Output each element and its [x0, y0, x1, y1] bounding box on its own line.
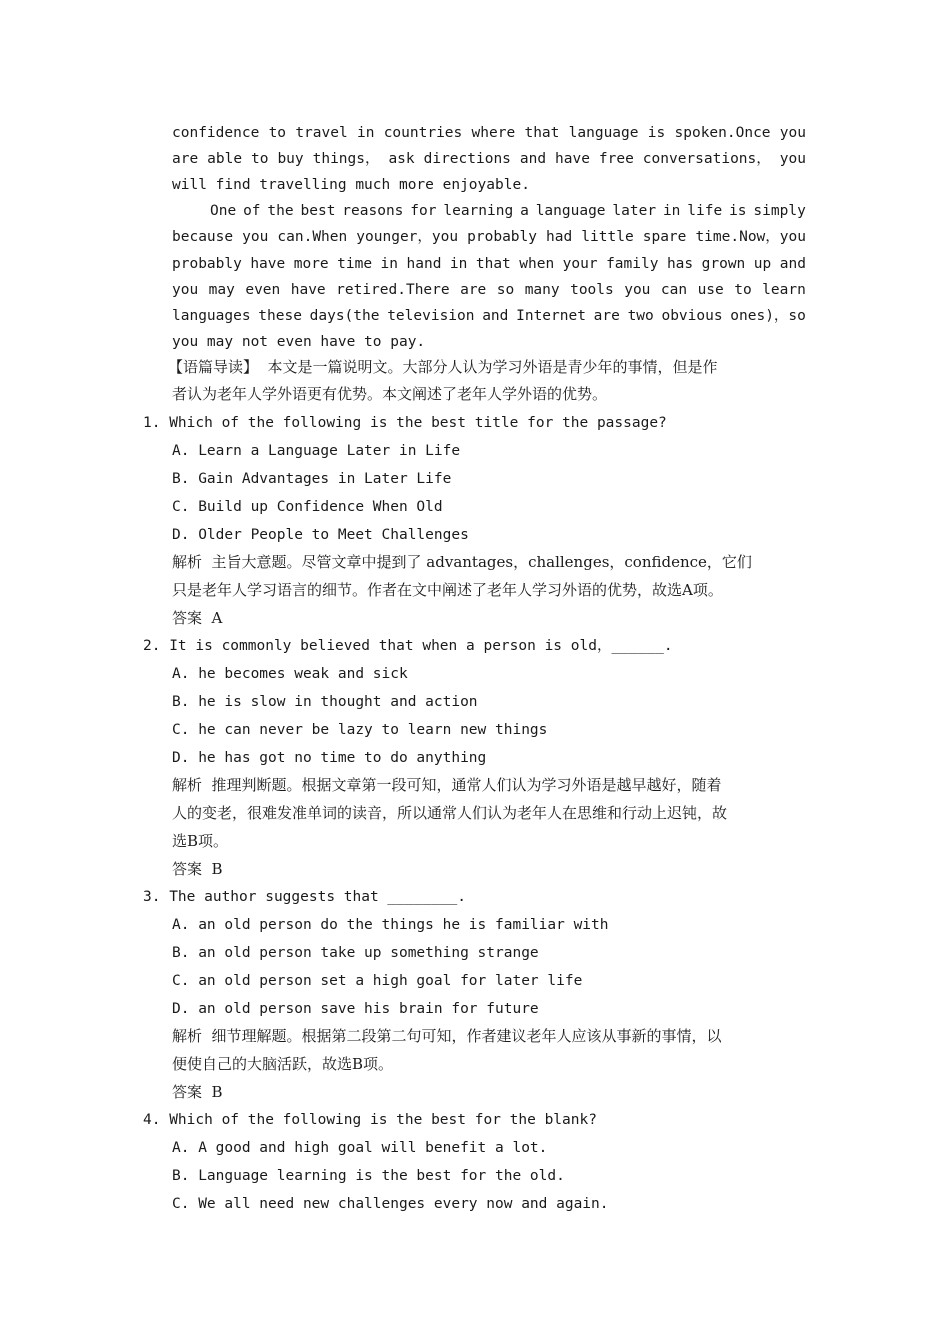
- question-option: B. he is slow in thought and action: [172, 694, 478, 710]
- passage-line: will find travelling much more enjoyable.: [172, 177, 530, 193]
- question-analysis: 便使自己的大脑活跃，故选B项。: [172, 1055, 394, 1073]
- passage-word: two: [627, 308, 654, 324]
- passage-word: for: [410, 203, 437, 219]
- passage-word: ask: [388, 151, 415, 167]
- passage-word: time.Now，you: [695, 229, 806, 245]
- passage-word: One: [210, 203, 237, 219]
- passage-word: learn: [762, 282, 806, 298]
- passage-line: [172, 309, 806, 324]
- passage-word: Internet: [516, 308, 586, 324]
- question-analysis: 解析 细节理解题。根据第二段第二句可知，作者建议老年人应该从事新的事情，以: [172, 1027, 722, 1045]
- passage-word: may: [208, 282, 235, 298]
- passage-word: grown: [701, 256, 746, 272]
- passage-word: so: [496, 282, 515, 298]
- question-option: B. Language learning is the best for the old.: [172, 1168, 565, 1184]
- passage-word: spoken.Once: [674, 125, 771, 141]
- passage-word: can.When: [277, 229, 348, 245]
- question-analysis: 解析 主旨大意题。尽管文章中提到了 advantages，challenges，confidence，它们: [172, 553, 752, 571]
- question-stem: 2. It is commonly believed that when a person is old，______.: [143, 638, 673, 654]
- passage-word: ones)，so: [730, 308, 806, 324]
- passage-word: younger，you: [356, 229, 459, 245]
- passage-word: are: [172, 151, 199, 167]
- passage-word: can: [660, 282, 688, 298]
- passage-word: and: [519, 151, 547, 167]
- passage-word: to: [251, 151, 269, 167]
- passage-word: even: [245, 282, 281, 298]
- question-answer: 答案 A: [172, 609, 223, 627]
- question-option: D. an old person save his brain for future: [172, 1001, 539, 1017]
- passage-word: able: [207, 151, 243, 167]
- passage-word: obvious: [661, 308, 723, 324]
- passage-word: in: [662, 203, 681, 219]
- passage-word: life: [687, 203, 723, 219]
- passage-word: have: [555, 151, 590, 167]
- passage-line: [210, 204, 806, 219]
- passage-word: you: [242, 229, 269, 245]
- question-analysis: 只是老年人学习语言的细节。作者在文中阐述了老年人学习外语的优势，故选A项。: [172, 581, 723, 599]
- passage-word: is: [647, 125, 666, 141]
- question-option: C. Build up Confidence When Old: [172, 499, 443, 515]
- passage-word: television: [387, 308, 475, 324]
- passage-word: the: [267, 203, 294, 219]
- passage-word: little: [581, 229, 634, 245]
- passage-word: directions: [423, 151, 511, 167]
- passage-word: you: [624, 282, 651, 298]
- passage-word: in: [380, 256, 399, 272]
- passage-word: because: [172, 229, 234, 245]
- passage-word: when: [519, 256, 555, 272]
- question-analysis: 人的变老，很难发准单词的读音，所以通常人们认为老年人在思维和行动上迟钝，故: [172, 804, 728, 822]
- passage-word: time: [337, 256, 373, 272]
- passage-word: have: [290, 282, 326, 298]
- passage-word: is: [729, 203, 747, 219]
- passage-word: reasons: [342, 203, 404, 219]
- question-option: C. an old person set a high goal for later life: [172, 973, 583, 989]
- passage-guide: 【语篇导读】 本文是一篇说明文。大部分人认为学习外语是青少年的事情，但是作: [168, 358, 718, 376]
- passage-line: you may not even have to pay.: [172, 334, 426, 350]
- question-option: C. he can never be lazy to learn new things: [172, 722, 548, 738]
- passage-word: things，: [312, 151, 380, 167]
- passage-word: days(the: [309, 308, 380, 324]
- passage-word: probably: [172, 256, 242, 272]
- passage-word: languages: [172, 308, 251, 324]
- passage-word: family: [606, 256, 659, 272]
- passage-word: you: [779, 125, 806, 141]
- question-option: D. he has got no time to do anything: [172, 750, 487, 766]
- passage-line: [172, 230, 806, 245]
- question-analysis: 选B项。: [172, 832, 229, 850]
- passage-line: [172, 283, 806, 298]
- passage-word: confidence: [172, 125, 260, 141]
- passage-word: to: [268, 125, 287, 141]
- passage-word: buy: [277, 151, 304, 167]
- passage-word: where: [471, 125, 516, 141]
- passage-word: of: [243, 203, 261, 219]
- question-option: B. an old person take up something strange: [172, 945, 539, 961]
- passage-word: you: [779, 151, 806, 167]
- question-answer: 答案 B: [172, 860, 223, 878]
- passage-word: your: [562, 256, 598, 272]
- passage-word: to: [734, 282, 752, 298]
- passage-word: language: [535, 203, 606, 219]
- question-analysis: 解析 推理判断题。根据文章第一段可知，通常人们认为学习外语是越早越好，随着: [172, 776, 722, 794]
- passage-word: and: [779, 256, 806, 272]
- passage-word: best: [300, 203, 336, 219]
- question-answer: 答案 B: [172, 1083, 223, 1101]
- passage-word: that: [524, 125, 560, 141]
- question-option: A. Learn a Language Later in Life: [172, 443, 461, 459]
- passage-word: more: [293, 256, 329, 272]
- passage-word: had: [546, 229, 573, 245]
- passage-guide: 者认为老年人学外语更有优势。本文阐述了老年人学外语的优势。: [172, 385, 608, 403]
- passage-word: up: [753, 256, 772, 272]
- passage-word: travel: [295, 125, 348, 141]
- passage-word: in: [356, 125, 375, 141]
- passage-word: tools: [570, 282, 614, 298]
- passage-line: [172, 126, 806, 141]
- passage-line: [172, 257, 806, 272]
- passage-word: many: [524, 282, 560, 298]
- passage-word: these: [258, 308, 302, 324]
- passage-word: probably: [467, 229, 537, 245]
- passage-word: free: [598, 151, 634, 167]
- question-stem: 3. The author suggests that ________.: [143, 889, 467, 905]
- question-option: A. he becomes weak and sick: [172, 666, 408, 682]
- passage-word: simply: [753, 203, 806, 219]
- question-stem: 1. Which of the following is the best title for the passage?: [143, 415, 667, 431]
- question-option: A. A good and high goal will benefit a lot.: [172, 1140, 548, 1156]
- passage-word: use: [697, 282, 724, 298]
- passage-word: hand: [406, 256, 442, 272]
- passage-word: later: [612, 203, 657, 219]
- passage-word: you: [172, 282, 199, 298]
- question-option: B. Gain Advantages in Later Life: [172, 471, 452, 487]
- passage-word: a: [520, 203, 529, 219]
- question-option: A. an old person do the things he is familiar with: [172, 917, 609, 933]
- passage-line: [172, 152, 806, 167]
- passage-word: and: [482, 308, 509, 324]
- passage-word: has: [666, 256, 694, 272]
- passage-word: are: [460, 282, 487, 298]
- passage-word: conversations，: [642, 151, 771, 167]
- passage-word: have: [250, 256, 286, 272]
- passage-word: spare: [642, 229, 687, 245]
- passage-word: in: [449, 256, 468, 272]
- passage-word: that: [475, 256, 511, 272]
- question-option: C. We all need new challenges every now and again.: [172, 1196, 609, 1212]
- question-stem: 4. Which of the following is the best for the blank?: [143, 1112, 597, 1128]
- passage-word: language: [568, 125, 639, 141]
- passage-word: retired.There: [336, 282, 450, 298]
- passage-word: countries: [383, 125, 463, 141]
- passage-word: are: [593, 308, 620, 324]
- question-option: D. Older People to Meet Challenges: [172, 527, 469, 543]
- passage-word: learning: [443, 203, 514, 219]
